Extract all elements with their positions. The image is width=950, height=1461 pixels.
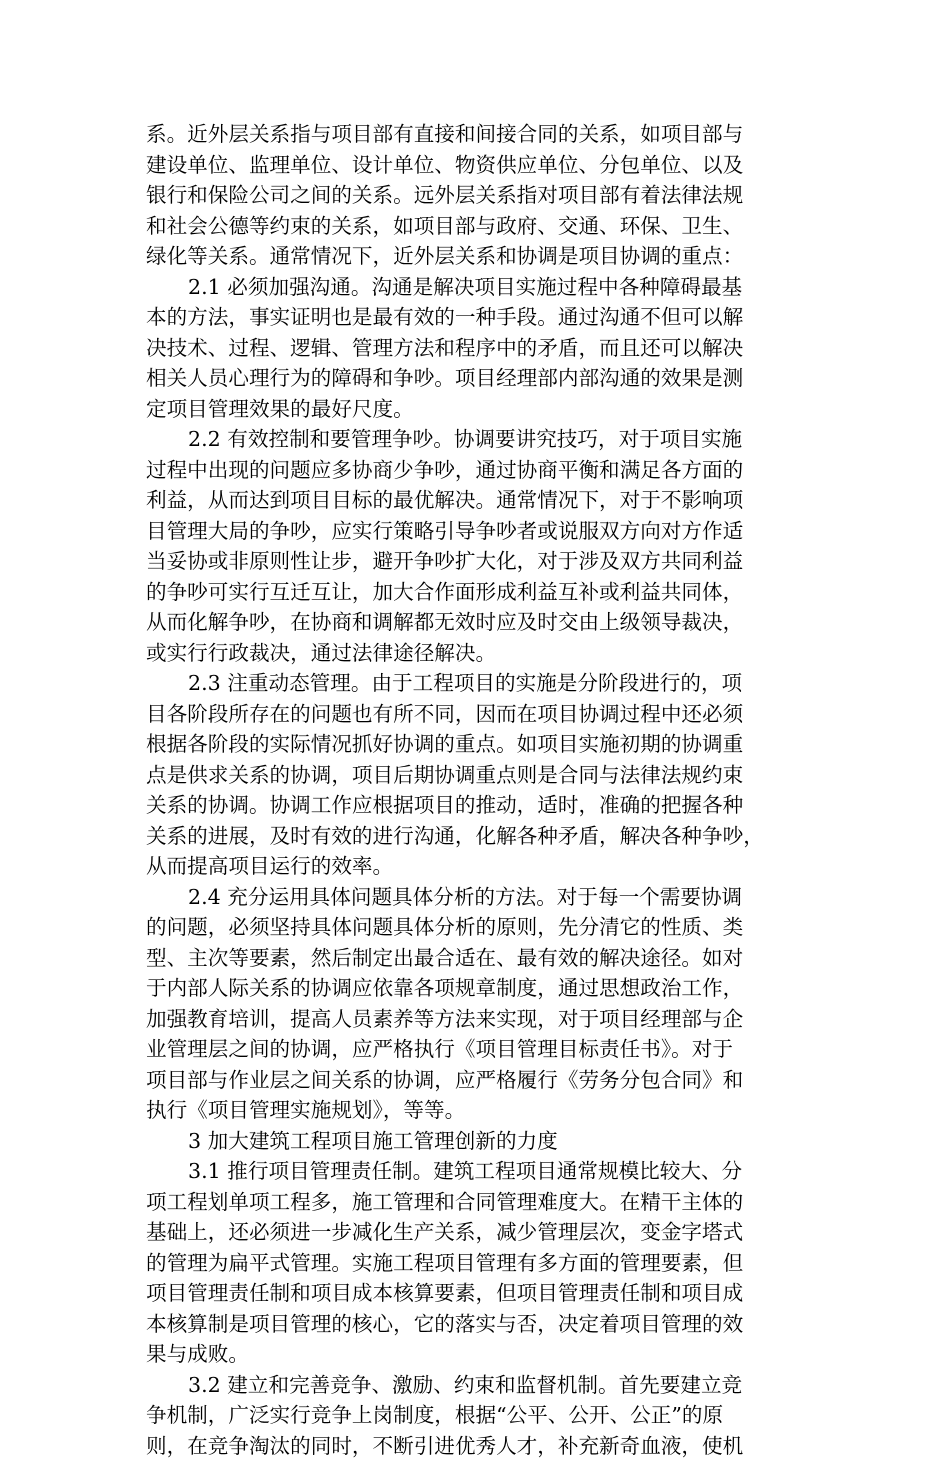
- text-line: 的管理为扁平式管理。实施工程项目管理有多方面的管理要素，但: [146, 1248, 796, 1279]
- text-line: 于内部人际关系的协调应依靠各项规章制度，通过思想政治工作，: [146, 973, 796, 1004]
- paragraph-first-line: 2.3 注重动态管理。由于工程项目的实施是分阶段进行的，项: [146, 668, 796, 699]
- text-line: 过程中出现的问题应多协商少争吵，通过协商平衡和满足各方面的: [146, 455, 796, 486]
- text-line: 定项目管理效果的最好尺度。: [146, 394, 796, 425]
- text-line: 的问题，必须坚持具体问题具体分析的原则，先分清它的性质、类: [146, 912, 796, 943]
- paragraph-first-line: 2.4 充分运用具体问题具体分析的方法。对于每一个需要协调: [146, 882, 796, 913]
- text-line: 加强教育培训，提高人员素养等方法来实现，对于项目经理部与企: [146, 1004, 796, 1035]
- paragraph-first-line: 2.1 必须加强沟通。沟通是解决项目实施过程中各种障碍最基: [146, 272, 796, 303]
- text-line: 关系的进展，及时有效的进行沟通，化解各种矛盾，解决各种争吵，: [146, 821, 796, 852]
- text-line: 项工程划单项工程多，施工管理和合同管理难度大。在精干主体的: [146, 1187, 796, 1218]
- document-body: [146, 119, 796, 1461]
- text-line: 和社会公德等约束的关系，如项目部与政府、交通、环保、卫生、: [146, 211, 796, 242]
- text-line: 当妥协或非原则性让步，避开争吵扩大化，对于涉及双方共同利益: [146, 546, 796, 577]
- text-line: 型、主次等要素，然后制定出最合适在、最有效的解决途径。如对: [146, 943, 796, 974]
- text-line: 相关人员心理行为的障碍和争吵。项目经理部内部沟通的效果是测: [146, 363, 796, 394]
- text-line: 的争吵可实行互迁互让，加大合作面形成利益互补或利益共同体，: [146, 577, 796, 608]
- paragraph-first-line: 3.1 推行项目管理责任制。建筑工程项目通常规模比较大、分: [146, 1156, 796, 1187]
- text-line: 项目管理责任制和项目成本核算要素，但项目管理责任制和项目成: [146, 1278, 796, 1309]
- text-line: 从而提高项目运行的效率。: [146, 851, 796, 882]
- text-line: 绿化等关系。通常情况下，近外层关系和协调是项目协调的重点：: [146, 241, 796, 272]
- text-line: 关系的协调。协调工作应根据项目的推动，适时，准确的把握各种: [146, 790, 796, 821]
- text-line: 银行和保险公司之间的关系。远外层关系指对项目部有着法律法规: [146, 180, 796, 211]
- text-line: 或实行行政裁决，通过法律途径解决。: [146, 638, 796, 669]
- text-line: 项目部与作业层之间关系的协调，应严格履行《劳务分包合同》和: [146, 1065, 796, 1096]
- text-line: 根据各阶段的实际情况抓好协调的重点。如项目实施初期的协调重: [146, 729, 796, 760]
- text-line: 业管理层之间的协调，应严格执行《项目管理目标责任书》。对于: [146, 1034, 796, 1065]
- paragraph-first-line: 3 加大建筑工程项目施工管理创新的力度: [146, 1126, 796, 1157]
- text-line: 基础上，还必须进一步减化生产关系，减少管理层次，变金字塔式: [146, 1217, 796, 1248]
- text-line: 点是供求关系的协调，项目后期协调重点则是合同与法律法规约束: [146, 760, 796, 791]
- text-line: 决技术、过程、逻辑、管理方法和程序中的矛盾，而且还可以解决: [146, 333, 796, 364]
- text-line: 建设单位、监理单位、设计单位、物资供应单位、分包单位、以及: [146, 150, 796, 181]
- text-line: 则，在竞争淘汰的同时，不断引进优秀人才，补充新奇血液，使机: [146, 1431, 796, 1461]
- text-line: 本的方法，事实证明也是最有效的一种手段。通过沟通不但可以解: [146, 302, 796, 333]
- paragraph-first-line: 3.2 建立和完善竞争、激励、约束和监督机制。首先要建立竞: [146, 1370, 796, 1401]
- text-line: 执行《项目管理实施规划》，等等。: [146, 1095, 796, 1126]
- text-line: 利益，从而达到项目目标的最优解决。通常情况下，对于不影响项: [146, 485, 796, 516]
- text-line: 争机制，广泛实行竞争上岗制度，根据“公平、公开、公正”的原: [146, 1400, 796, 1431]
- text-line: 系。近外层关系指与项目部有直接和间接合同的关系，如项目部与: [146, 119, 796, 150]
- text-line: 果与成败。: [146, 1339, 796, 1370]
- text-line: 从而化解争吵，在协商和调解都无效时应及时交由上级领导裁决，: [146, 607, 796, 638]
- paragraph-first-line: 2.2 有效控制和要管理争吵。协调要讲究技巧，对于项目实施: [146, 424, 796, 455]
- text-line: 本核算制是项目管理的核心，它的落实与否，决定着项目管理的效: [146, 1309, 796, 1340]
- text-line: 目各阶段所存在的问题也有所不同，因而在项目协调过程中还必须: [146, 699, 796, 730]
- text-line: 目管理大局的争吵，应实行策略引导争吵者或说服双方向对方作适: [146, 516, 796, 547]
